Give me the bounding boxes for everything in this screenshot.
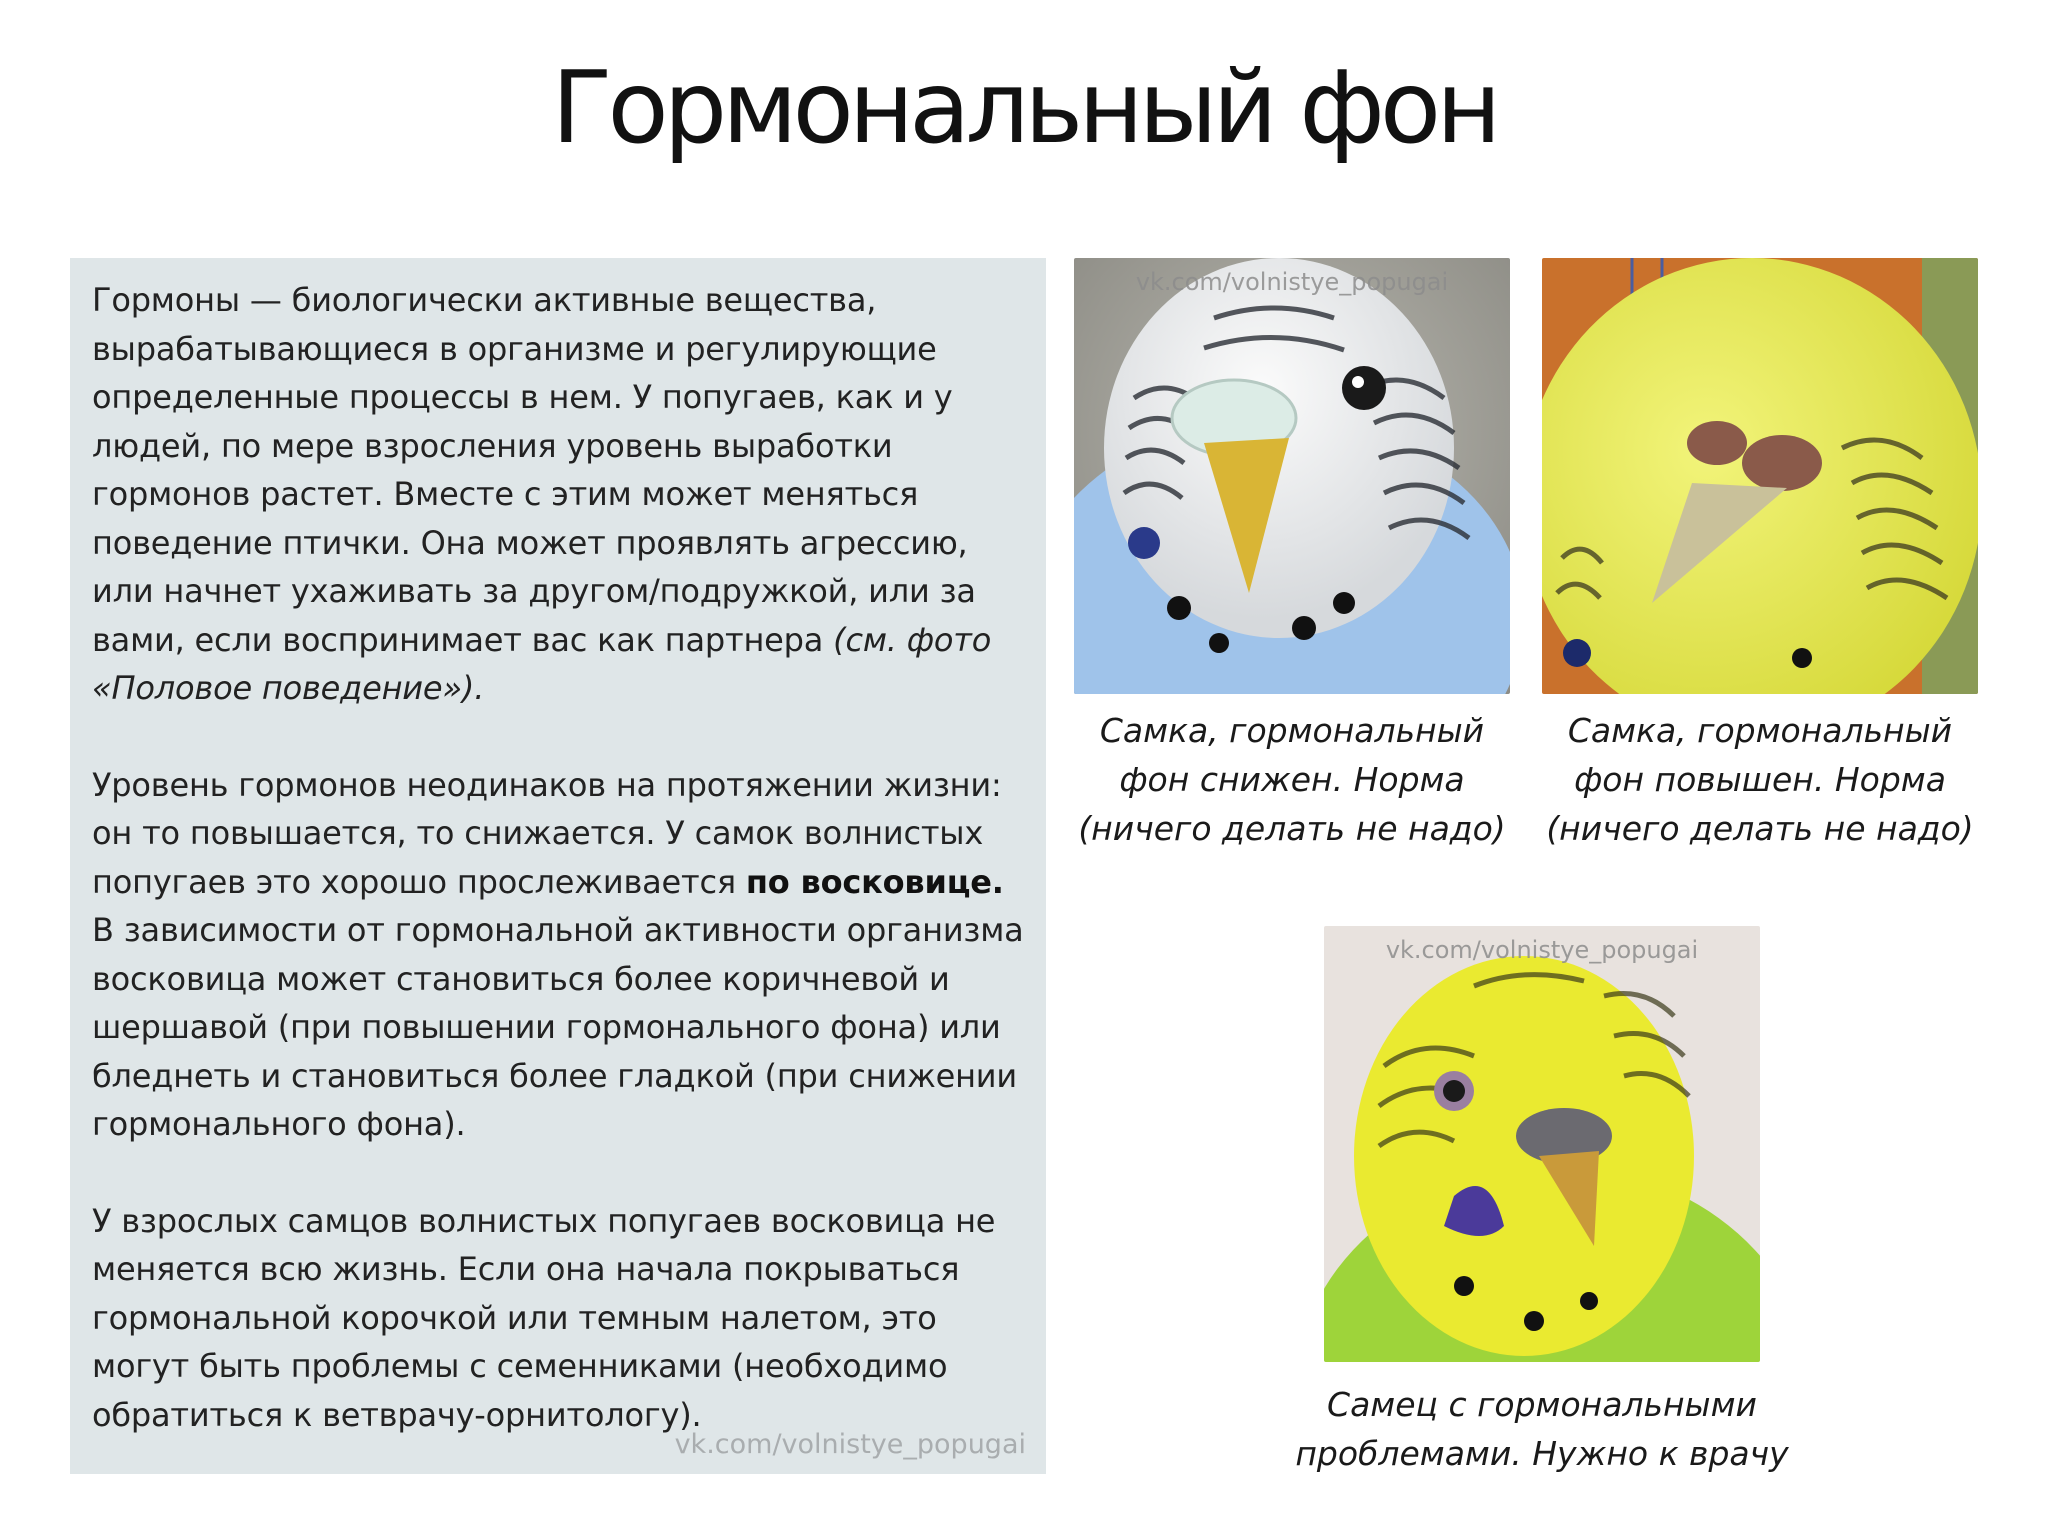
- photo-watermark: vk.com/volnistye_popugai: [1135, 268, 1449, 296]
- paragraph-hormone-levels-text: Уровень гормонов неодинаков на протяжении жизни: он то повышается, то снижается. У самок волнистых попугаев это хорошо прослеживается: [92, 765, 1002, 901]
- paragraph-hormones: [92, 276, 1026, 713]
- paragraph-males: [92, 1197, 1026, 1440]
- photo-female-low-hormones: [1074, 258, 1510, 694]
- caption-female-low-hormones: Самка, гормональный фон снижен. Норма (ничего делать не надо): [1078, 711, 1506, 848]
- page-title: Гормональный фон: [551, 49, 1497, 166]
- caption-male-hormonal-problems: Самец с гормональными проблемами. Нужно к врачу: [1295, 1385, 1789, 1473]
- paragraph-males-text: У взрослых самцов волнистых попугаев восковица не меняется всю жизнь. Если она начала покрываться гормональной корочкой или темным налетом, это могут быть проблемы с семенниками (необходимо обратиться к ветврачу-орнитологу).: [92, 1201, 996, 1434]
- photo-watermark: vk.com/volnistye_popugai: [1385, 936, 1699, 964]
- budgie-green-image: [1324, 926, 1760, 1362]
- text-panel: [70, 258, 1046, 1474]
- budgie-blue-image: [1074, 258, 1510, 694]
- caption-female-high-hormones: Самка, гормональный фон повышен. Норма (ничего делать не надо): [1546, 711, 1974, 848]
- paragraph-hormone-levels-text-2: В зависимости от гормональной активности организма восковица может становиться более коричневой и шершавой (при повышении гормонального фона) или бледнеть и становиться более гладкой (при снижении гормонального фона).: [92, 911, 1024, 1143]
- paragraph-hormones-text: Гормоны — биологически активные вещества, вырабатывающиеся в организме и регулирующие определенные процессы в нем. У попугаев, как и у людей, по мере взросления уровень выработки гормонов растет. Вместе с этим может меняться поведение птички. Она может проявлять агрессию, или начнет ухаживать за другом/подружкой, или за вами, если воспринимает вас как партнера: [92, 281, 976, 659]
- paragraph-hormone-levels: [92, 761, 1026, 1149]
- cere-emphasis: по восковице.: [745, 862, 1004, 901]
- photo-reference: (см. фото «Половое поведение»).: [92, 620, 992, 707]
- photo-male-hormonal-problems: [1324, 926, 1760, 1362]
- panel-watermark: vk.com/volnistye_popugai: [674, 1429, 1026, 1460]
- photo-female-high-hormones: [1542, 258, 1978, 694]
- budgie-yellow-image: [1542, 258, 1978, 694]
